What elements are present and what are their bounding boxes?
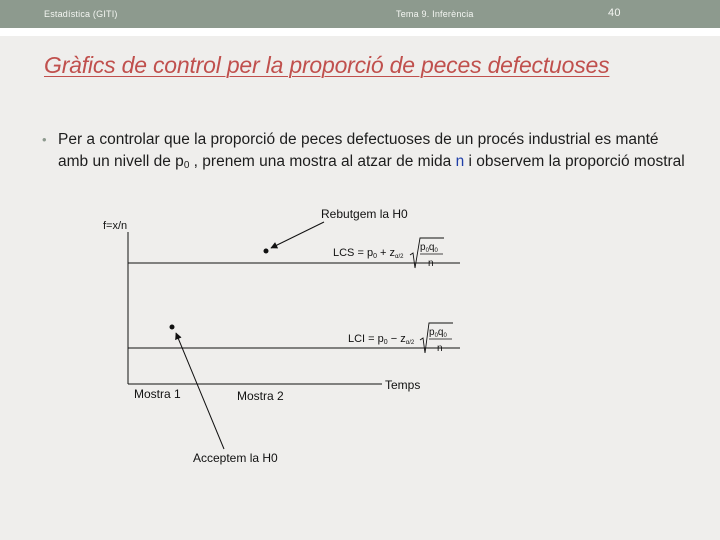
- lcs-z: + z: [380, 247, 396, 259]
- sample-2-label: Mostra 2: [237, 389, 284, 403]
- reject-annotation: Rebutgem la H0: [321, 207, 408, 221]
- lcs-num-p: p: [420, 242, 426, 253]
- bullet-text-end: i observem la proporció mostral: [464, 152, 685, 170]
- accept-arrow: [176, 333, 224, 449]
- svg-text:LCI = p0 − zα/2: LCI = p0 − zα/2: [348, 333, 415, 346]
- reject-arrow: [271, 222, 324, 248]
- accept-annotation: Acceptem la H0: [193, 451, 278, 465]
- lcs-label: LCS: [333, 247, 355, 259]
- lcs-p-sub: 0: [373, 253, 377, 260]
- course-name: Estadística (GITI): [44, 9, 118, 19]
- lci-denominator: n: [437, 343, 443, 354]
- bullet-p-subscript: 0: [183, 159, 190, 171]
- bullet-text-middle: , prenem una mostra al atzar de mida: [189, 152, 456, 170]
- lci-z: − z: [390, 333, 406, 345]
- sample-point-inside: [170, 325, 175, 330]
- lcs-z-sub: α/2: [395, 254, 404, 260]
- lcs-num-p-sub: 0: [425, 248, 429, 254]
- lci-z-sub: α/2: [405, 340, 415, 346]
- lcs-p: p: [366, 247, 374, 259]
- sample-point-outside: [264, 249, 269, 254]
- slide-title: Gràfics de control per la proporció de peces defectuoses: [44, 52, 610, 78]
- svg-text:LCS = p0 + zα/2: LCS = p0 + zα/2: [333, 247, 404, 260]
- lci-num-p-sub: 0: [434, 333, 438, 339]
- lci-num-p: p: [429, 327, 435, 338]
- lcs-num-q: q: [428, 242, 435, 253]
- lci-num-q: q: [437, 327, 444, 338]
- sample-size-variable: n: [455, 152, 465, 170]
- bullet-paragraph: [42, 129, 692, 176]
- lci-p-sub: 0: [383, 339, 388, 346]
- page-number: 40: [608, 7, 621, 19]
- lcs-num-q-sub: 0: [434, 248, 438, 254]
- bullet-text: [58, 129, 692, 176]
- lcs-formula: [318, 238, 444, 269]
- lci-label: LCI: [348, 333, 366, 345]
- header-band: [0, 28, 720, 36]
- lci-p: p: [377, 333, 384, 345]
- lci-num-q-sub: 0: [443, 333, 447, 339]
- sample-1-label: Mostra 1: [134, 387, 181, 401]
- bullet-text-start: Per a controlar que la proporció de peces defectuoses de un procés industrial es manté amb un nivell de p: [58, 131, 659, 170]
- control-chart-diagram: [96, 200, 476, 472]
- lcs-denominator: n: [428, 258, 434, 269]
- y-axis-label: f=x/n: [103, 220, 128, 232]
- bullet-icon: •: [42, 132, 47, 147]
- lci-formula: [332, 323, 456, 354]
- x-axis-label: Temps: [385, 378, 421, 392]
- topic-name: Tema 9. Inferència: [396, 9, 474, 19]
